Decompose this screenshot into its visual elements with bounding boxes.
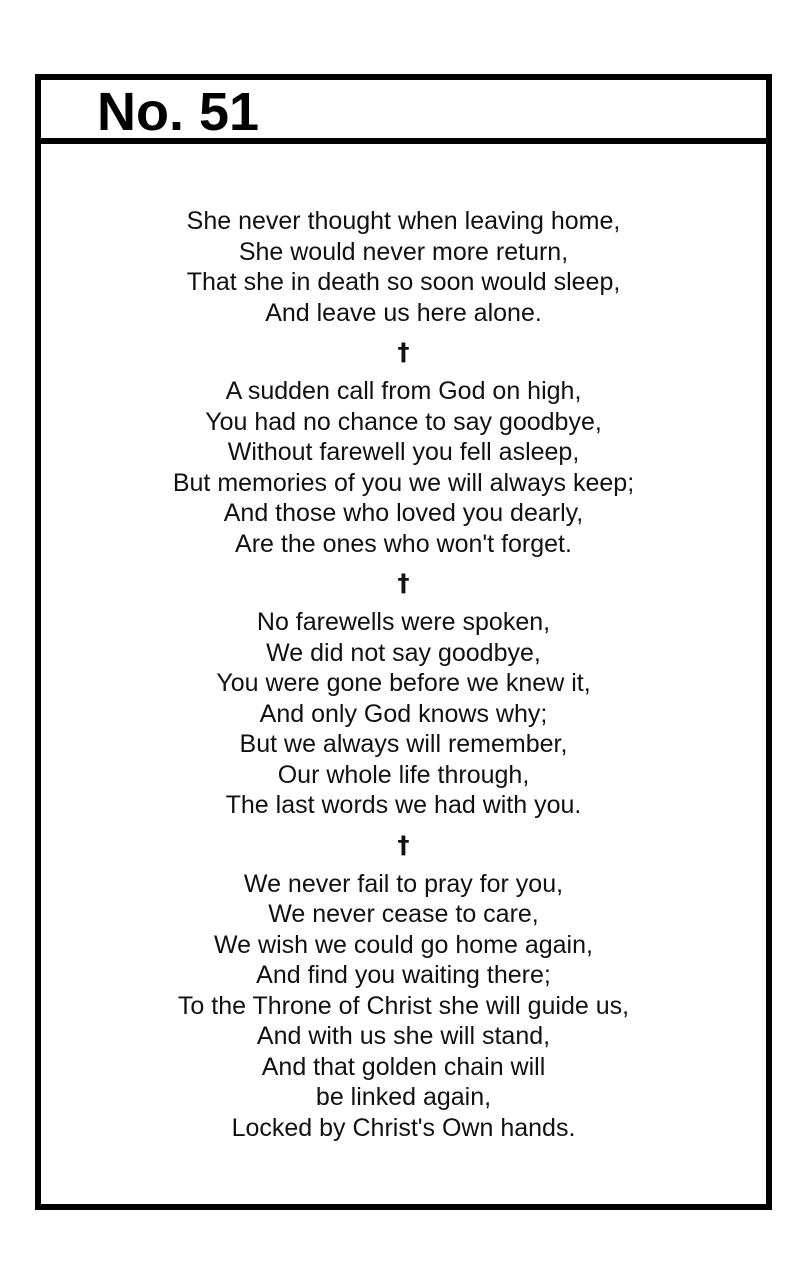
cross-divider-icon: † <box>397 830 410 859</box>
verse-line: We never fail to pray for you, <box>243 869 564 898</box>
card-header <box>41 80 766 144</box>
verse-line: And that golden chain will <box>261 1052 546 1081</box>
verse-line: That she in death so soon would sleep, <box>186 268 621 296</box>
verse-line: And with us she will stand, <box>256 1022 551 1050</box>
verse-line: She never thought when leaving home, <box>186 207 621 235</box>
verse-line: And find you waiting there; <box>256 961 551 989</box>
verse-line: You were gone before we knew it, <box>216 669 591 697</box>
verse-line: be linked again, <box>315 1083 492 1111</box>
stanza-3 <box>41 607 766 821</box>
verse-number-title: No. 51 <box>97 82 260 142</box>
verse-line: We wish we could go home again, <box>214 930 593 959</box>
verse-line: We did not say goodbye, <box>266 638 541 667</box>
verse-line: No farewells were spoken, <box>256 608 551 636</box>
stanza-4 <box>41 869 766 1144</box>
verse-line: And only God knows why; <box>259 699 548 728</box>
verse-line: You had no chance to say goodbye, <box>205 407 602 436</box>
verse-body <box>41 206 766 1143</box>
verse-line: And those who loved you dearly, <box>223 499 584 527</box>
verse-line: Our whole life through, <box>277 760 530 789</box>
verse-line: A sudden call from God on high, <box>225 377 582 405</box>
verse-line: Without farewell you fell asleep, <box>227 438 580 466</box>
memorial-verse-card <box>35 74 772 1210</box>
verse-line: But memories of you we will always keep; <box>172 468 635 497</box>
verse-line: We never cease to care, <box>268 900 539 928</box>
verse-line: Locked by Christ's Own hands. <box>231 1113 576 1142</box>
stanza-1 <box>41 206 766 328</box>
verse-line: But we always will remember, <box>239 730 568 758</box>
verse-line: And leave us here alone. <box>265 298 542 327</box>
stanza-2 <box>41 376 766 559</box>
cross-divider-icon: † <box>397 338 410 366</box>
cross-divider-icon: † <box>397 569 410 597</box>
verse-line: Are the ones who won't forget. <box>235 529 572 558</box>
verse-line: To the Throne of Christ she will guide us, <box>177 991 630 1020</box>
verse-line: The last words we had with you. <box>225 791 582 819</box>
verse-line: She would never more return, <box>238 237 569 266</box>
